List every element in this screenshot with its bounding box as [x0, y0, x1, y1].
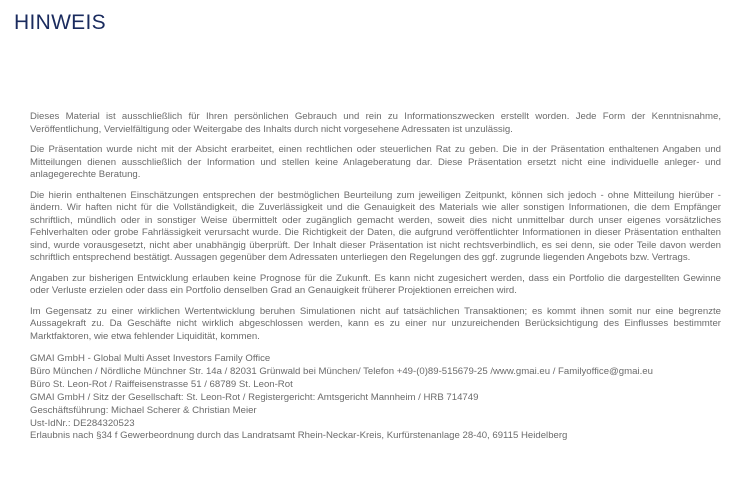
registration-info: GMAI GmbH / Sitz der Gesellschaft: St. Leon-Rot / Registergericht: Amtsgericht Mannheim / HRB 714749: [30, 391, 479, 403]
company-name: GMAI GmbH - Global Multi Asset Investors Family Office: [30, 353, 271, 364]
company-contact-block: [30, 353, 721, 443]
disclaimer-body: [30, 111, 721, 443]
paragraph-past-performance: Angaben zur bisherigen Entwicklung erlauben keine Prognose für die Zukunft. Es kann nicht zugesichert werden, dass ein Portfolio die dargestellten Gewinne oder Verluste erzielen oder dass ein Portfolio denselben Grad an Genauigkeit früherer Projektionen erreichen wird.: [30, 272, 721, 296]
office-st-leon-rot-address: Büro St. Leon-Rot / Raiffeisenstrasse 51 / 68789 St. Leon-Rot: [30, 378, 293, 390]
paragraph-simulations: Im Gegensatz zu einer wirklichen Wertentwicklung beruhen Simulationen nicht auf tatsächlichen Transaktionen; es kommt ihnen somit nur eine begrenzte Aussagekraft zu. Da Geschäfte nicht wirklich abgeschlossen werden, kann es zu einer nur unzureichenden Berücksichtigung des Einflusses bestimmter Marktfaktoren, wie etwa fehlender Liquidität, kommen.: [30, 305, 721, 342]
management-info: Geschäftsführung: Michael Scherer & Christian Meier: [30, 404, 257, 416]
paragraph-liability: Die hierin enthaltenen Einschätzungen entsprechen der bestmöglichen Beurteilung zum jeweiligen Zeitpunkt, können sich jedoch - ohne Mitteilung hierüber - ändern. Wir haften nicht für die Vollständigkeit, die Zuverlässigkeit und die Genauigkeit des Materials wie aller sonstigen Informationen, die dem Empfänger schriftlich, mündlich oder in sonstiger Weise übermittelt oder zugänglich gemacht werden, soweit dies nicht unmittelbar durch unser eigenes vorsätzliches Fehlverhalten oder grobe Fahrlässigkeit verursacht wurde. Die Richtigkeit der Daten, die aufgrund veröffentlichter Informationen in dieser Präsentation enthalten sind, wurde vorausgesetzt, nicht aber unabhängig überprüft. Der Inhalt dieser Präsentation ist nicht rechtsverbindlich, es sei denn, sie oder Teile davon werden schriftlich entsprechend bestätigt. Aussagen gegenüber dem Adressaten unterliegen den Regelungen des ggf. zugrunde liegenden Angebots bzw. Vertrags.: [30, 189, 721, 263]
vat-id: Ust-IdNr.: DE284320523: [30, 417, 135, 429]
office-munich-address: Büro München / Nördliche Münchner Str. 14a / 82031 Grünwald bei München/ Telefon +49-(0)89-515679-25 /www.gmai.eu / Familyoffice@gmai.eu: [30, 365, 653, 377]
paragraph-usage-restriction: Dieses Material ist ausschließlich für Ihren persönlichen Gebrauch und rein zu Informationszwecken erstellt worden. Jede Form der Kenntnisnahme, Veröffentlichung, Vervielfältigung oder Weitergabe des Inhalts durch nicht vorgesehene Adressaten ist unzulässig.: [30, 111, 721, 135]
page-title: HINWEIS: [14, 11, 106, 34]
license-info: Erlaubnis nach §34 f Gewerbeordnung durch das Landratsamt Rhein-Neckar-Kreis, Kurfürstenanlage 28-40, 69115 Heidelberg: [30, 430, 568, 442]
paragraph-no-advice: Die Präsentation wurde nicht mit der Absicht erarbeitet, einen rechtlichen oder steuerlichen Rat zu geben. Die in der Präsentation enthaltenen Angaben und Mitteilungen dienen ausschließlich der Information und stellen keine Anlageberatung dar. Diese Präsentation ersetzt nicht eine individuelle anleger- und anlagegerechte Beratung.: [30, 144, 721, 180]
